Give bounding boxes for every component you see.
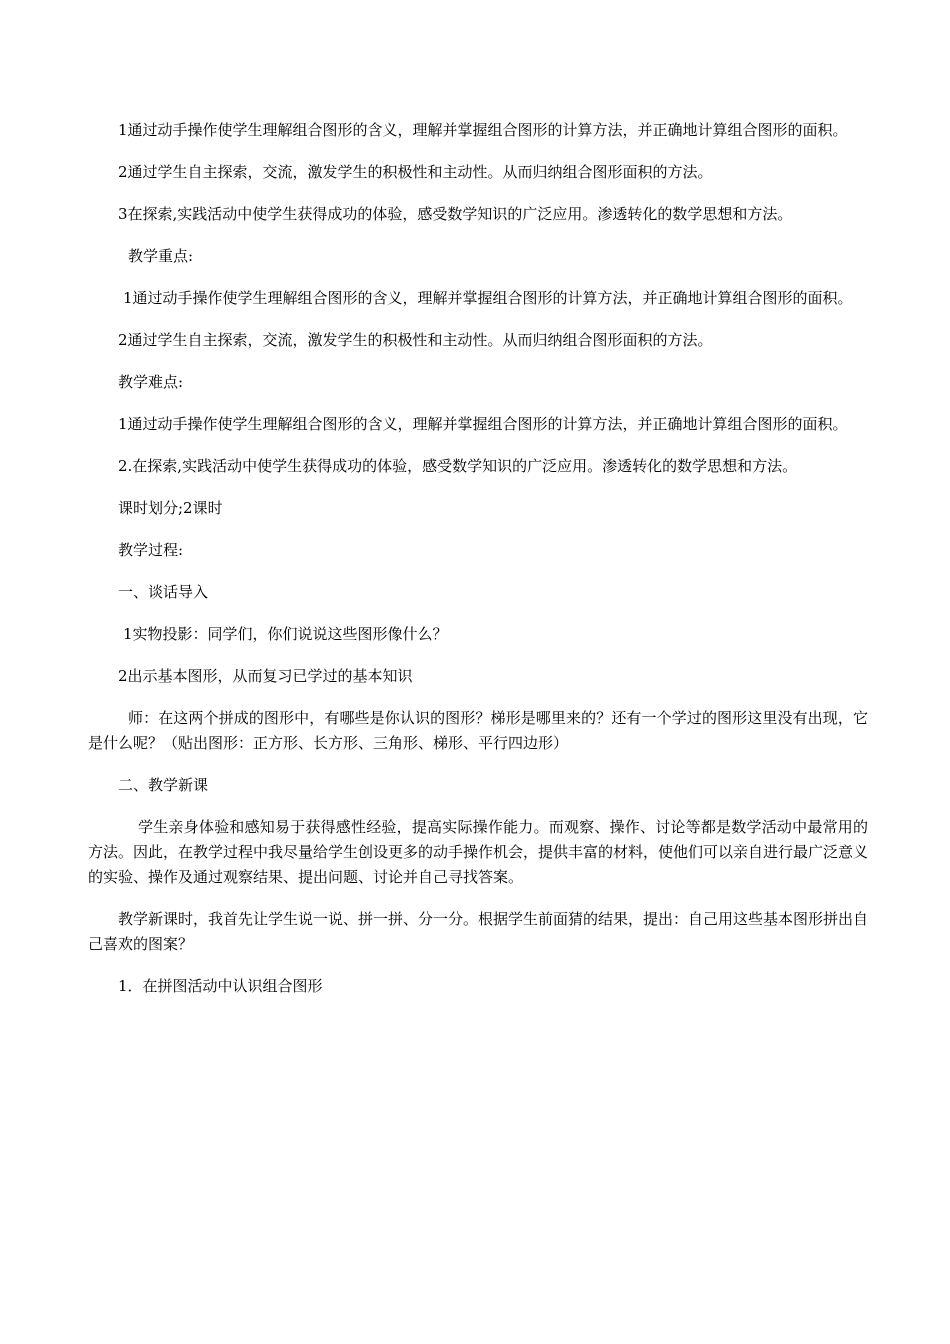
objective-3: 3在探索,实践活动中使学生获得成功的体验，感受数学知识的广泛应用。渗透转化的数学思想和方法。 [118,205,793,223]
section-2-heading: 二、教学新课 [118,776,209,794]
difficulties-heading: 教学难点: [118,373,184,391]
document-body [88,118,868,1016]
process-heading: 教学过程: [118,541,184,559]
method-paragraph: 学生亲身体验和感知易于获得感性经验，提高实际操作能力。而观察、操作、讨论等都是数学活动中最常用的方法。因此，在教学过程中我尽量给学生创设更多的动手操作机会，提供丰富的材料，使他们可以亲自进行最广泛意义的实验、操作及通过观察结果、提出问题、讨论并自己寻找答案。 [88,818,869,886]
objective-1: 1通过动手操作使学生理解组合图形的含义，理解并掌握组合图形的计算方法，并正确地计算组合图形的面积。 [118,121,848,139]
step-1: 1实物投影：同学们，你们说说这些图形像什么？ [123,625,448,643]
teacher-question: 师：在这两个拼成的图形中，有哪些是你认识的图形？梯形是哪里来的？还有一个学过的图形这里没有出现，它是什么呢？（贴出图形：正方形、长方形、三角形、梯形、平行四边形） [88,709,868,752]
key-point-1: 1通过动手操作使学生理解组合图形的含义，理解并掌握组合图形的计算方法，并正确地计算组合图形的面积。 [123,289,853,307]
step-2: 2出示基本图形，从而复习已学过的基本知识 [118,667,413,685]
new-lesson-paragraph: 教学新课时，我首先让学生说一说、拼一拼、分一分。根据学生前面猜的结果，提出：自己用这些基本图形拼出自己喜欢的图案？ [88,910,869,953]
difficulty-2: 2.在探索,实践活动中使学生获得成功的体验，感受数学知识的广泛应用。渗透转化的数学思想和方法。 [118,457,798,475]
key-points-heading: 教学重点: [128,247,194,265]
class-hours: 课时划分;2课时 [118,499,223,517]
section-1-heading: 一、谈话导入 [118,583,209,601]
subsection-1-heading: 1．在拼图活动中认识组合图形 [118,977,323,995]
key-point-2: 2通过学生自主探索，交流，激发学生的积极性和主动性。从而归纳组合图形面积的方法。 [118,331,713,349]
difficulty-1: 1通过动手操作使学生理解组合图形的含义，理解并掌握组合图形的计算方法，并正确地计算组合图形的面积。 [118,415,848,433]
objective-2: 2通过学生自主探索，交流，激发学生的积极性和主动性。从而归纳组合图形面积的方法。 [118,163,713,181]
